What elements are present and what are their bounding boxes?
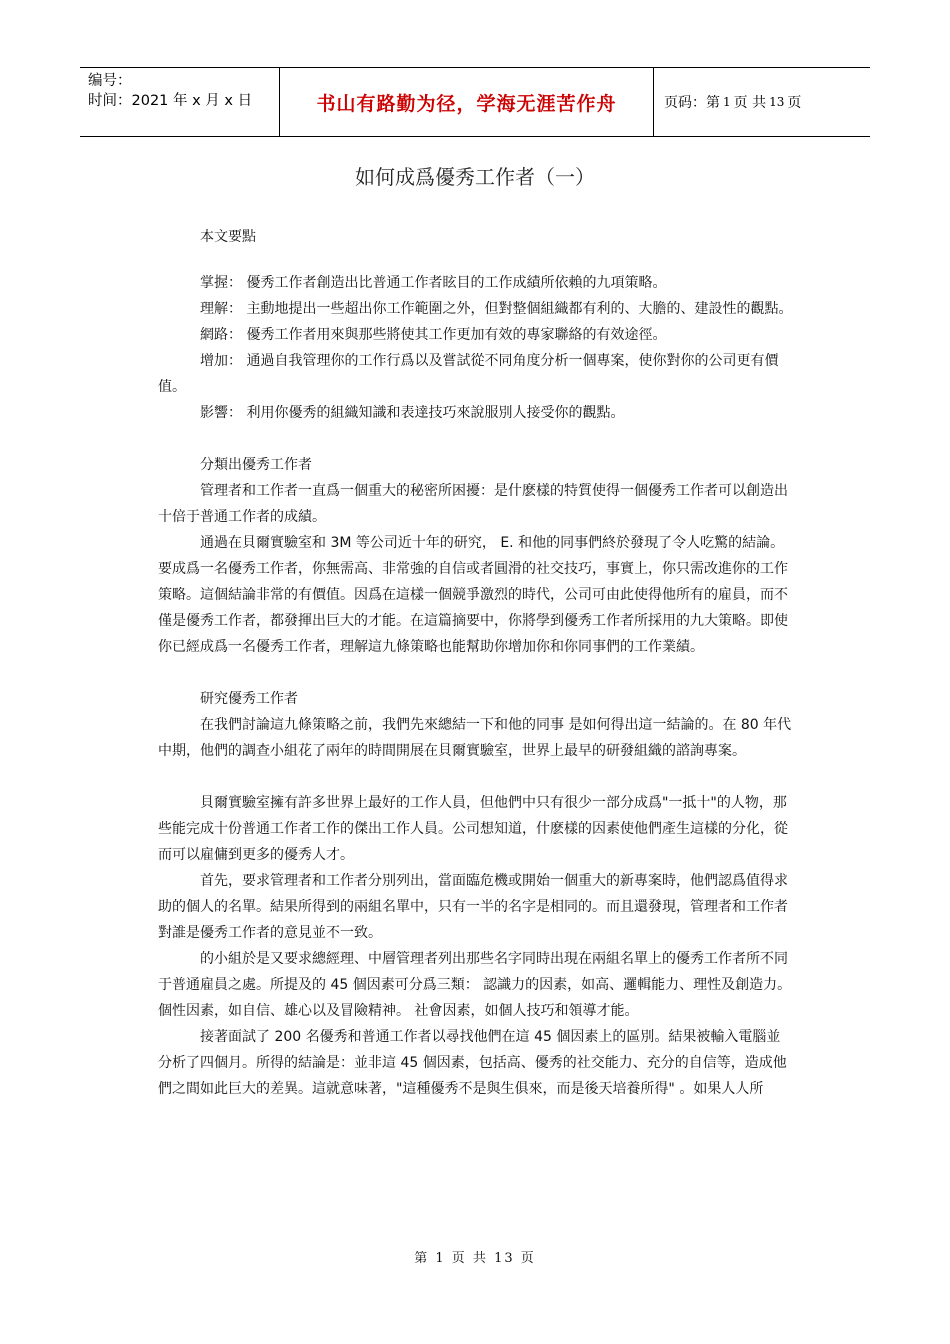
summary-understand: 理解： 主動地提出一些超出你工作範圍之外，但對整個組織都有利的、大膽的、建設性的觀點。	[200, 301, 793, 317]
summary-increase: 增加： 通過自我管理你的工作行爲以及嘗試從不同角度分析一個專案，使你對你的公司更有價值。	[158, 353, 779, 395]
paragraph: 貝爾實驗室擁有許多世界上最好的工作人員，但他們中只有很少一部分成爲"一抵十"的人物，那些能完成十份普通工作者工作的傑出工作人員。公司想知道，什麽樣的因素使他們產生這樣的分化，從而可以雇傭到更多的優秀人才。	[158, 795, 788, 863]
page-prefix: 页码：第	[664, 95, 720, 111]
page-mid: 页 共	[733, 95, 767, 111]
header-meta-cell	[80, 68, 280, 136]
paragraph: 管理者和工作者一直爲一個重大的秘密所困擾：是什麽樣的特質使得一個優秀工作者可以創造出十倍于普通工作者的成績。	[158, 483, 788, 525]
motto: 书山有路勤为径，学海无涯苦作舟	[280, 68, 654, 136]
page-current: 1	[723, 95, 731, 109]
paragraph: 在我們討論這九條策略之前，我們先來總結一下和他的同事 是如何得出這一結論的。在 80 年代中期，他們的調查小組花了兩年的時間開展在貝爾實驗室，世界上最早的研發組織的諮詢專案。	[158, 717, 792, 759]
paragraph: 的小組於是又要求總經理、中層管理者列出那些名字同時出現在兩組名單上的優秀工作者所不同于普通雇員之處。所提及的 45 個因素可分爲三類： 認識力的因素，如高、邏輯能力、理性及創造力。 個性因素，如自信、雄心以及冒險精神。 社會因素，如個人技巧和領導才能。	[158, 951, 792, 1019]
paragraph: 通過在貝爾實驗室和 3M 等公司近十年的研究， E. 和他的同事們終於發現了令人吃驚的結論。要成爲一名優秀工作者，你無需高、非常強的自信或者圓滑的社交技巧，事實上，你只需改進你的工作策略。這個結論非常的有價值。因爲在這樣一個競爭激烈的時代，公司可由此使得他所有的雇員，而不僅是優秀工作者，都發揮出巨大的才能。在這篇摘要中，你將學到優秀工作者所採用的九大策略。即使你已經成爲一名優秀工作者，理解這九條策略也能幫助你增加你和你同事們的工作業績。	[158, 535, 788, 655]
section-heading-summary: 本文要點	[200, 229, 256, 245]
section-heading-classify: 分類出優秀工作者	[200, 457, 312, 473]
page-total: 13	[769, 95, 785, 109]
header-page-number	[654, 68, 870, 136]
footer-page-number: 第 1 页 共 13 页	[414, 1251, 536, 1266]
page-suffix: 页	[787, 95, 802, 111]
summary-grasp: 掌握： 優秀工作者創造出比普通工作者眩目的工作成績所依賴的九項策略。	[200, 275, 667, 291]
paragraph: 接著面試了 200 名優秀和普通工作者以尋找他們在這 45 個因素上的區別。結果被輸入電腦並分析了四個月。所得的結論是：並非這 45 個因素，包括高、優秀的社交能力、充分的自信等，造成他們之間如此巨大的差異。這就意味著，"這種優秀不是與生俱來，而是後天培養所得" 。如果人人所	[158, 1029, 787, 1097]
date-line: 时间：2021 年 x 月 x 日	[88, 93, 253, 109]
header-table	[80, 67, 870, 137]
summary-influence: 影響： 利用你優秀的組織知識和表達技巧來說服別人接受你的觀點。	[200, 405, 625, 421]
section-heading-research: 研究優秀工作者	[200, 691, 298, 707]
document-title: 如何成爲優秀工作者（一）	[355, 165, 595, 189]
summary-network: 網路： 優秀工作者用來與那些將使其工作更加有效的專家聯絡的有效途徑。	[200, 327, 667, 343]
paragraph: 首先，要求管理者和工作者分別列出，當面臨危機或開始一個重大的新專案時，他們認爲值得求助的個人的名單。結果所得到的兩組名單中，只有一半的名字是相同的。而且還發現，管理者和工作者對誰是優秀工作者的意見並不一致。	[158, 873, 788, 941]
document-body	[158, 224, 794, 1102]
serial-label: 编号：	[88, 73, 132, 89]
